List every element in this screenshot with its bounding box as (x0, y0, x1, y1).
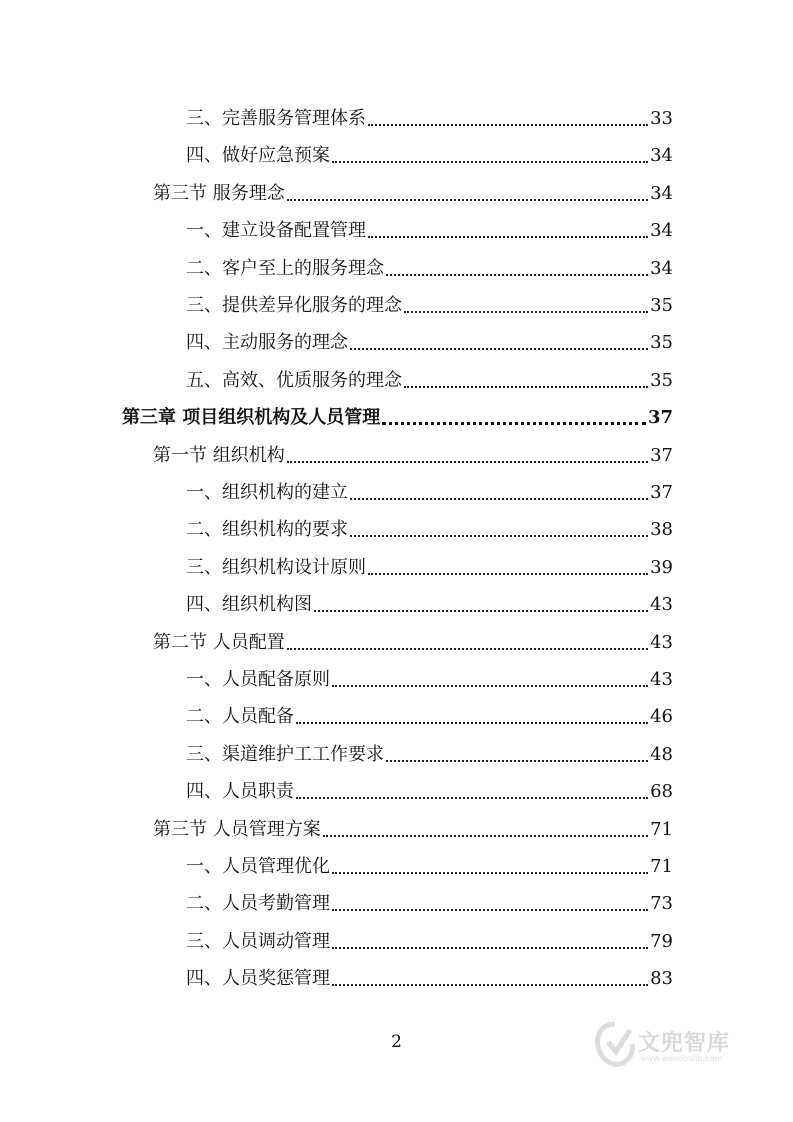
toc-entry-page: 43 (650, 669, 673, 690)
toc-entry-page: 43 (650, 594, 673, 616)
toc-dot-leader (332, 161, 648, 163)
toc-dot-leader (382, 422, 646, 425)
toc-dot-leader (368, 236, 648, 238)
toc-dot-leader (368, 124, 648, 126)
toc-dot-leader (350, 535, 648, 537)
toc-dot-leader (314, 610, 648, 612)
toc-dot-leader (350, 498, 648, 500)
toc-entry-title: 一、人员管理优化 (186, 856, 330, 877)
page-number: 2 (391, 1032, 402, 1052)
toc-entry-title: 三、人员调动管理 (186, 930, 330, 952)
toc-entry-title: 二、人员配备 (186, 706, 294, 728)
toc-entry[interactable] (153, 180, 673, 208)
toc-entry[interactable] (186, 367, 673, 395)
toc-entry[interactable] (186, 255, 673, 283)
toc-entry-title: 四、组织机构图 (186, 594, 312, 616)
toc-entry-page: 38 (650, 519, 673, 541)
toc-entry[interactable] (186, 778, 673, 806)
toc-entry[interactable] (186, 516, 673, 544)
toc-entry[interactable] (153, 442, 673, 470)
toc-dot-leader (287, 648, 648, 650)
toc-dot-leader (296, 797, 648, 799)
toc-entry[interactable] (186, 741, 673, 769)
toc-entry-title: 第二节 人员配置 (153, 631, 285, 653)
toc-dot-leader (350, 348, 648, 350)
toc-entry-title: 三、渠道维护工工作要求 (186, 743, 384, 765)
toc-entry-title: 三、完善服务管理体系 (186, 108, 366, 129)
toc-dot-leader (323, 835, 648, 837)
toc-dot-leader (332, 685, 648, 687)
toc-dot-leader (332, 872, 648, 874)
toc-entry-page: 71 (650, 856, 673, 877)
toc-entry[interactable] (186, 105, 673, 133)
toc-dot-leader (404, 386, 648, 388)
toc-entry-page: 39 (650, 556, 673, 578)
toc-entry-page: 43 (650, 631, 673, 653)
toc-entry[interactable] (186, 965, 673, 993)
toc-entry-page: 79 (650, 930, 673, 952)
toc-entry-page: 46 (650, 706, 673, 728)
watermark-icon (594, 1022, 636, 1068)
toc-dot-leader (287, 199, 648, 201)
toc-entry-page: 34 (650, 145, 673, 167)
toc-entry-title: 第一节 组织机构 (153, 444, 285, 466)
toc-entry[interactable] (186, 703, 673, 731)
toc-entry-title: 第三节 服务理念 (153, 182, 285, 204)
toc-entry[interactable] (186, 479, 673, 507)
toc-entry-title: 四、主动服务的理念 (186, 332, 348, 354)
toc-entry-page: 37 (650, 482, 673, 503)
toc-entry-page: 68 (650, 781, 673, 803)
toc-entry[interactable] (186, 142, 673, 170)
toc-entry[interactable] (153, 629, 673, 657)
toc-entry[interactable] (186, 666, 673, 694)
watermark-text: 文兜智库 (638, 1031, 731, 1056)
toc-entry-page: 37 (647, 407, 673, 429)
toc-dot-leader (404, 311, 648, 313)
toc-entry-title: 一、建立设备配置管理 (186, 220, 366, 242)
toc-entry-title: 四、做好应急预案 (186, 145, 330, 167)
toc-entry-title: 四、人员奖惩管理 (186, 968, 330, 990)
toc-entry-page: 34 (650, 182, 673, 204)
toc-entry-title: 一、组织机构的建立 (186, 482, 348, 503)
toc-entry-title: 一、人员配备原则 (186, 669, 330, 690)
toc-entry-page: 34 (650, 257, 673, 279)
toc-entry[interactable] (186, 292, 673, 320)
toc-entry-page: 37 (650, 444, 673, 466)
toc-entry-page: 83 (650, 968, 673, 990)
toc-dot-leader (287, 461, 648, 463)
toc-entry-title: 三、提供差异化服务的理念 (186, 295, 402, 316)
toc-entry-title: 第三章 项目组织机构及人员管理 (122, 407, 381, 429)
toc-entry-title: 四、人员职责 (186, 781, 294, 803)
toc-dot-leader (296, 722, 648, 724)
toc-entry-title: 二、人员考勤管理 (186, 893, 330, 915)
toc-entry-page: 35 (650, 332, 673, 354)
toc-entry[interactable] (186, 928, 673, 956)
toc-dot-leader (386, 760, 648, 762)
toc-entry[interactable] (186, 890, 673, 918)
toc-entry[interactable] (186, 853, 673, 881)
toc-entry-page: 33 (650, 108, 673, 129)
watermark-url: www.wendoulib.com (640, 1054, 723, 1063)
toc-entry[interactable] (186, 591, 673, 619)
toc-entry[interactable] (153, 816, 673, 844)
toc-entry-page: 34 (650, 220, 673, 242)
toc-entry-title: 二、客户至上的服务理念 (186, 257, 384, 279)
toc-dot-leader (332, 909, 648, 911)
toc-entry-title: 三、组织机构设计原则 (186, 556, 366, 578)
toc-dot-leader (368, 573, 648, 575)
toc-entry[interactable] (122, 404, 673, 432)
toc-entry-page: 35 (650, 295, 673, 316)
toc-entry-page: 48 (650, 743, 673, 765)
toc-entry[interactable] (186, 329, 673, 357)
toc-entry-title: 第三节 人员管理方案 (153, 818, 321, 840)
toc-entry[interactable] (186, 217, 673, 245)
toc-entry-page: 71 (650, 818, 673, 840)
toc-dot-leader (386, 274, 648, 276)
watermark-logo (594, 1022, 744, 1072)
toc-entry-title: 五、高效、优质服务的理念 (186, 369, 402, 391)
toc-dot-leader (332, 947, 648, 949)
toc-entry-page: 73 (650, 893, 673, 915)
toc-entry-title: 二、组织机构的要求 (186, 519, 348, 541)
toc-entry-page: 35 (650, 369, 673, 391)
toc-dot-leader (332, 984, 648, 986)
toc-entry[interactable] (186, 554, 673, 582)
